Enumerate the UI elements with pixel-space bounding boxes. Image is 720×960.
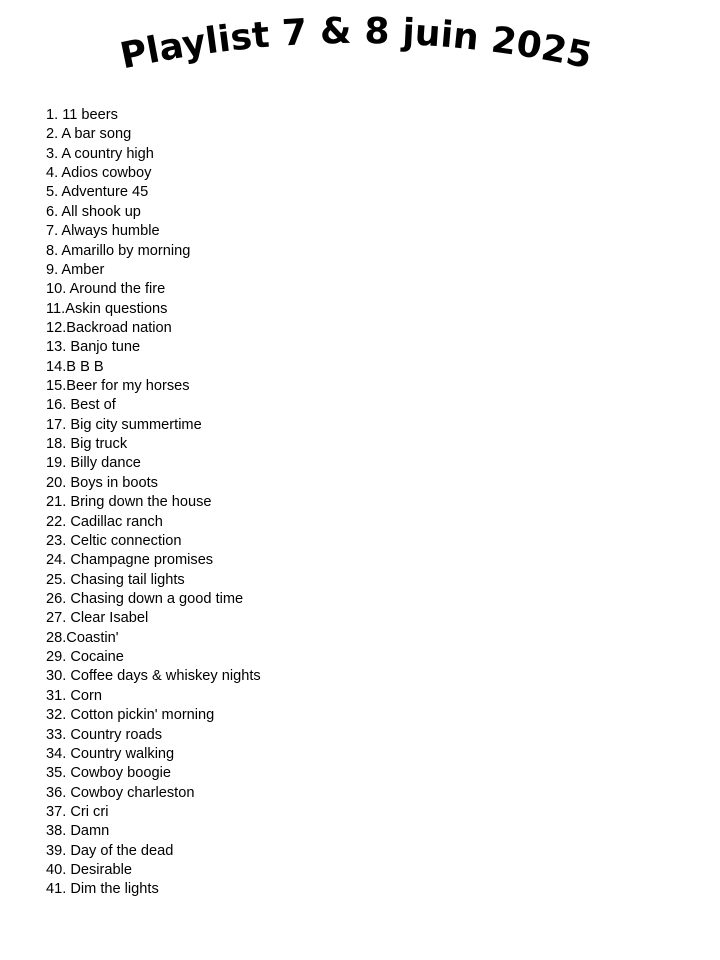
list-item: 41. Dim the lights bbox=[46, 881, 159, 898]
list-item: 9. Amber bbox=[46, 261, 105, 278]
list-item: 32. Cotton pickin' morning bbox=[46, 707, 215, 724]
list-item: 25. Chasing tail lights bbox=[46, 571, 185, 588]
list-item: 24. Champagne promises bbox=[46, 552, 214, 569]
page-title bbox=[0, 0, 720, 100]
list-item: 4. Adios cowboy bbox=[46, 165, 152, 182]
list-item: 27. Clear Isabel bbox=[46, 610, 149, 627]
list-item: 40. Desirable bbox=[46, 862, 132, 879]
list-item: 16. Best of bbox=[46, 397, 116, 414]
list-item: 35. Cowboy boogie bbox=[46, 765, 171, 782]
list-item: 37. Cri cri bbox=[46, 803, 109, 820]
list-item: 29. Cocaine bbox=[46, 649, 124, 666]
title-text-path: Playlist 7 & 8 juin 2025 bbox=[116, 10, 596, 78]
list-item: 13. Banjo tune bbox=[46, 339, 141, 356]
list-item: 15.Beer for my horses bbox=[46, 378, 190, 395]
list-item: 30. Coffee days & whiskey nights bbox=[46, 668, 261, 685]
list-item: 19. Billy dance bbox=[46, 455, 141, 472]
song-list bbox=[46, 106, 261, 900]
list-item: 34. Country walking bbox=[46, 745, 175, 762]
list-item: 1. 11 beers bbox=[46, 107, 118, 123]
list-item: 38. Damn bbox=[46, 823, 110, 840]
list-item: 5. Adventure 45 bbox=[46, 184, 149, 201]
list-item: 17. Big city summertime bbox=[46, 416, 202, 433]
list-item: 33. Country roads bbox=[46, 726, 163, 743]
list-item: 28.Coastin' bbox=[46, 629, 119, 646]
list-item: 22. Cadillac ranch bbox=[46, 513, 163, 530]
list-item: 39. Day of the dead bbox=[46, 842, 174, 859]
list-item: 11.Askin questions bbox=[46, 300, 168, 317]
list-item: 6. All shook up bbox=[46, 203, 141, 220]
list-item: 3. A country high bbox=[46, 145, 154, 162]
list-item: 36. Cowboy charleston bbox=[46, 784, 195, 801]
list-item: 12.Backroad nation bbox=[46, 319, 172, 336]
title-text bbox=[117, 11, 596, 77]
list-item: 21. Bring down the house bbox=[46, 494, 212, 511]
list-item: 10. Around the fire bbox=[46, 281, 166, 298]
list-item: 14.B B B bbox=[46, 358, 104, 375]
title-arc bbox=[0, 0, 720, 100]
list-item: 18. Big truck bbox=[46, 436, 128, 453]
list-item: 7. Always humble bbox=[46, 223, 160, 240]
list-item: 23. Celtic connection bbox=[46, 532, 182, 549]
list-item: 2. A bar song bbox=[46, 126, 132, 143]
list-item: 31. Corn bbox=[46, 687, 102, 704]
list-item: 26. Chasing down a good time bbox=[46, 590, 244, 607]
list-item: 20. Boys in boots bbox=[46, 474, 158, 491]
list-item: 8. Amarillo by morning bbox=[46, 242, 191, 259]
